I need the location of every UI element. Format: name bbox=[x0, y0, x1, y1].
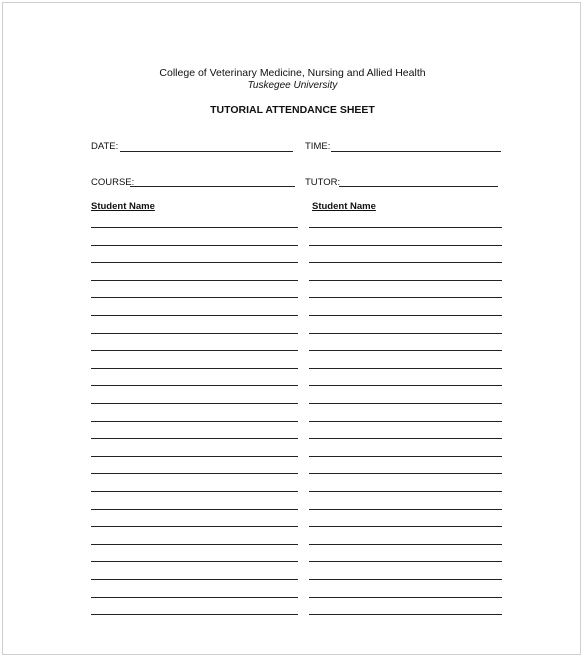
student-name-line-right bbox=[309, 614, 502, 615]
student-name-line-left bbox=[91, 456, 298, 457]
student-name-line-left bbox=[91, 421, 298, 422]
student-name-line-left bbox=[91, 385, 298, 386]
student-name-line-left bbox=[91, 491, 298, 492]
student-name-line-left bbox=[91, 280, 298, 281]
date-label: DATE: bbox=[91, 141, 119, 152]
student-name-line-left bbox=[91, 245, 298, 246]
attendance-sheet-page bbox=[2, 2, 581, 655]
student-name-line-right bbox=[309, 421, 502, 422]
tutor-label: TUTOR: bbox=[305, 177, 341, 188]
student-name-line-left bbox=[91, 509, 298, 510]
student-name-line-right bbox=[309, 526, 502, 527]
student-name-line-right bbox=[309, 561, 502, 562]
student-name-line-right bbox=[309, 262, 502, 263]
student-name-line-right bbox=[309, 544, 502, 545]
student-name-header-right: Student Name bbox=[312, 201, 376, 212]
student-name-line-right bbox=[309, 491, 502, 492]
student-name-line-right bbox=[309, 473, 502, 474]
student-name-line-right bbox=[309, 403, 502, 404]
student-name-header-left: Student Name bbox=[91, 201, 155, 212]
sheet-title: TUTORIAL ATTENDANCE SHEET bbox=[210, 104, 375, 116]
student-name-line-right bbox=[309, 315, 502, 316]
student-name-line-right bbox=[309, 456, 502, 457]
time-label: TIME: bbox=[305, 141, 331, 152]
student-name-line-left bbox=[91, 297, 298, 298]
course-label: COURSE: bbox=[91, 177, 135, 188]
college-name: College of Veterinary Medicine, Nursing and Allied Health bbox=[159, 67, 426, 79]
university-name: Tuskegee University bbox=[247, 80, 338, 91]
student-name-line-left bbox=[91, 561, 298, 562]
student-name-line-left bbox=[91, 403, 298, 404]
student-name-line-left bbox=[91, 438, 298, 439]
student-name-line-left bbox=[91, 473, 298, 474]
student-name-line-left bbox=[91, 579, 298, 580]
student-name-line-right bbox=[309, 297, 502, 298]
student-name-line-left bbox=[91, 526, 298, 527]
student-name-line-left bbox=[91, 368, 298, 369]
student-name-line-right bbox=[309, 227, 502, 228]
student-name-line-right bbox=[309, 350, 502, 351]
student-name-line-right bbox=[309, 597, 502, 598]
date-field-line bbox=[120, 151, 293, 152]
tutor-field-line bbox=[339, 186, 498, 187]
time-field-line bbox=[331, 151, 501, 152]
student-name-line-right bbox=[309, 509, 502, 510]
student-name-line-right bbox=[309, 438, 502, 439]
student-name-line-right bbox=[309, 579, 502, 580]
student-name-line-right bbox=[309, 385, 502, 386]
student-name-line-right bbox=[309, 280, 502, 281]
student-name-line-right bbox=[309, 245, 502, 246]
student-name-line-right bbox=[309, 333, 502, 334]
student-name-line-left bbox=[91, 597, 298, 598]
student-name-line-left bbox=[91, 315, 298, 316]
course-field-line bbox=[130, 186, 295, 187]
student-name-line-left bbox=[91, 544, 298, 545]
student-name-line-right bbox=[309, 368, 502, 369]
student-name-line-left bbox=[91, 350, 298, 351]
student-name-line-left bbox=[91, 262, 298, 263]
student-name-line-left bbox=[91, 227, 298, 228]
student-name-line-left bbox=[91, 333, 298, 334]
student-name-line-left bbox=[91, 614, 298, 615]
